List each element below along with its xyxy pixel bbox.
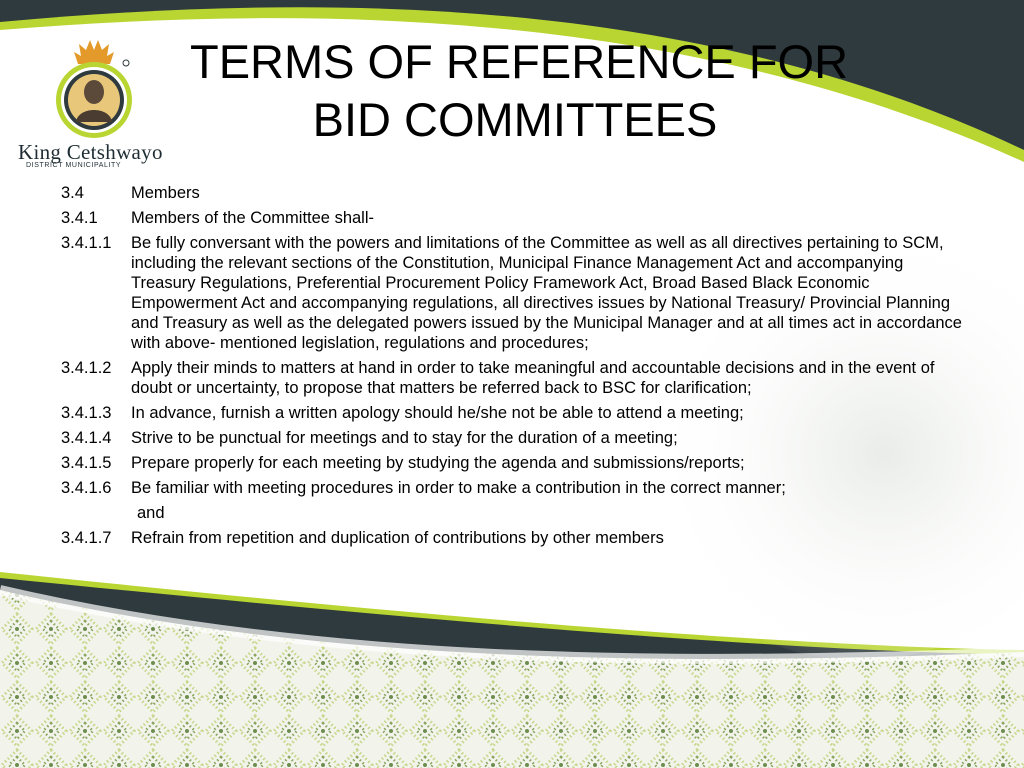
item-number: 3.4.1.2: [61, 359, 112, 377]
list-item: [61, 233, 971, 353]
item-text: Apply their minds to matters at hand in order to take meaningful and accountable decisions and in the event of doubt or uncertainty, to propose that matters be referred back to BSC for clarification;: [131, 359, 935, 397]
logo-subtitle: DISTRICT MUNICIPALITY: [26, 162, 122, 169]
list-item: [61, 403, 971, 423]
item-number: 3.4.1.4: [61, 429, 112, 447]
list-item: [61, 183, 971, 203]
item-number: 3.4.1.3: [61, 404, 112, 422]
list-item: [61, 478, 971, 498]
terms-list: [61, 183, 971, 553]
list-item: [61, 428, 971, 448]
item-text: Refrain from repetition and duplication of contributions by other members: [131, 529, 664, 547]
item-text: Members of the Committee shall-: [131, 209, 374, 227]
item-text: In advance, furnish a written apology should he/she not be able to attend a meeting;: [131, 404, 744, 422]
item-number: 3.4.1.7: [61, 529, 112, 547]
item-number: 3.4.1: [61, 209, 98, 227]
item-number: 3.4: [61, 184, 84, 202]
conjunction-and: and: [137, 504, 165, 522]
logo-wordmark: King Cetshwayo: [18, 140, 163, 164]
slide-title-line-1: TERMS OF REFERENCE FOR: [190, 35, 849, 88]
list-item: [61, 208, 971, 228]
slide-title: [190, 33, 849, 149]
item-text: Be fully conversant with the powers and limitations of the Committee as well as all directives pertaining to SCM, including the relevant sections of the Constitution, Municipal Finance Management Act and accompanying Treasury Regulations, Preferential Procurement Policy Framework Act, Broad Based Black Economic Empowerment Act and accompanying regulations, all directives issues by National Treasury/ Provincial Planning and Treasury as well as the delegated powers issued by the Municipal Manager and at all times act in accordance with above- mentioned legislation, regulations and procedures;: [131, 234, 962, 352]
list-item: [61, 358, 971, 398]
item-number: 3.4.1.1: [61, 234, 112, 252]
slide-title-line-2: BID COMMITTEES: [312, 93, 718, 146]
list-item: [61, 528, 971, 548]
item-text: Strive to be punctual for meetings and to stay for the duration of a meeting;: [131, 429, 678, 447]
item-text: Members: [131, 184, 200, 202]
item-number: 3.4.1.6: [61, 479, 112, 497]
item-number: 3.4.1.5: [61, 454, 112, 472]
list-item: [61, 453, 971, 473]
item-text: Prepare properly for each meeting by studying the agenda and submissions/reports;: [131, 454, 745, 472]
item-text: Be familiar with meeting procedures in order to make a contribution in the correct manner;: [131, 479, 786, 497]
